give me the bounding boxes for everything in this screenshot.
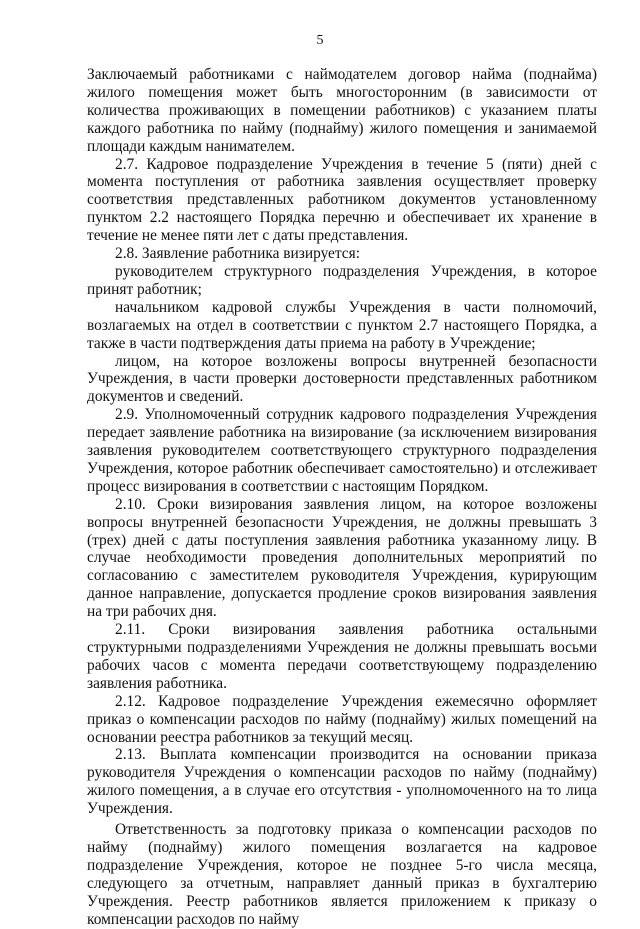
paragraph-2-11: 2.11. Сроки визирования заявления работника остальными структурными подразделениями Учреждения не должны превышать восьми рабочих часов с момента передачи соответствующему подразделению заявления работника. [87,621,597,692]
paragraph-2-8: 2.8. Заявление работника визируется: [115,245,360,263]
paragraph-2-7: 2.7. Кадровое подразделение Учреждения в течение 5 (пяти) дней с момента поступления от работника заявления осуществляет проверку соответствия представленных работником документов установленному пунктом 2.2 настоящего Порядка перечню и обеспечивает их хранение в течение не менее пяти лет с даты представления. [87,155,597,245]
paragraph-2-13: 2.13. Выплата компенсации производится на основании приказа руководителя Учреждения о компенсации расходов по найму (поднайму) жилого помещения, а в случае его отсутствия - уполномоченного на то лица Учреждения. [87,746,597,818]
paragraph-2-12: 2.12. Кадровое подразделение Учреждения ежемесячно оформляет приказ о компенсации расходов по найму (поднайму) жилых помещений на основании реестра работников за текущий месяц. [87,692,597,746]
paragraph-2-10: 2.10. Сроки визирования заявления лицом, на которое возложены вопросы внутренней безопасности Учреждения, не должны превышать 3 (трех) дней с даты поступления заявления работника указанному лицу. В случае необходимости проведения дополнительных мероприятий по согласованию с заместителем руководителя Учреждения, курирующим данное направление, допускается продление сроков визирования заявления на три рабочих дня. [87,495,597,621]
document-body [87,66,597,929]
page-number: 5 [316,33,324,48]
paragraph-2-8-item-security: лицом, на которое возложены вопросы внутренней безопасности Учреждения, в части проверки достоверности представленных работником документов и сведений. [87,352,597,406]
paragraph-2-9: 2.9. Уполномоченный сотрудник кадрового подразделения Учреждения передает заявление работника на визирование (за исключением визирования заявления руководителем соответствующего структурного подразделения Учреждения, которое работник обеспечивает самостоятельно) и отслеживает процесс визирования в соответствии с настоящим Порядком. [87,406,597,495]
paragraph-contract-continuation: Заключаемый работниками с наймодателем договор найма (поднайма) жилого помещения может быть многосторонним (в зависимости от количества проживающих в помещении работников) с указанием платы каждого работника по найму (поднайму) жилого помещения и занимаемой площади каждым нанимателем. [87,66,597,155]
paragraph-2-8-item-hr-chief: начальником кадровой службы Учреждения в части полномочий, возлагаемых на отдел в соответствии с пунктом 2.7 настоящего Порядка, а также в части подтверждения даты приема на работу в Учреждение; [87,298,597,352]
paragraph-responsibility: Ответственность за подготовку приказа о компенсации расходов по найму (поднайму) жилого помещения возлагается на кадровое подразделение Учреждения, которое не позднее 5-го числа месяца, следующего за отчетным, направляет данный приказ в бухгалтерию Учреждения. Реестр работников является приложением к приказу о компенсации расходов по найму [87,821,597,928]
paragraph-2-8-item-head-of-unit: руководителем структурного подразделения Учреждения, в которое принят работник; [87,262,597,298]
